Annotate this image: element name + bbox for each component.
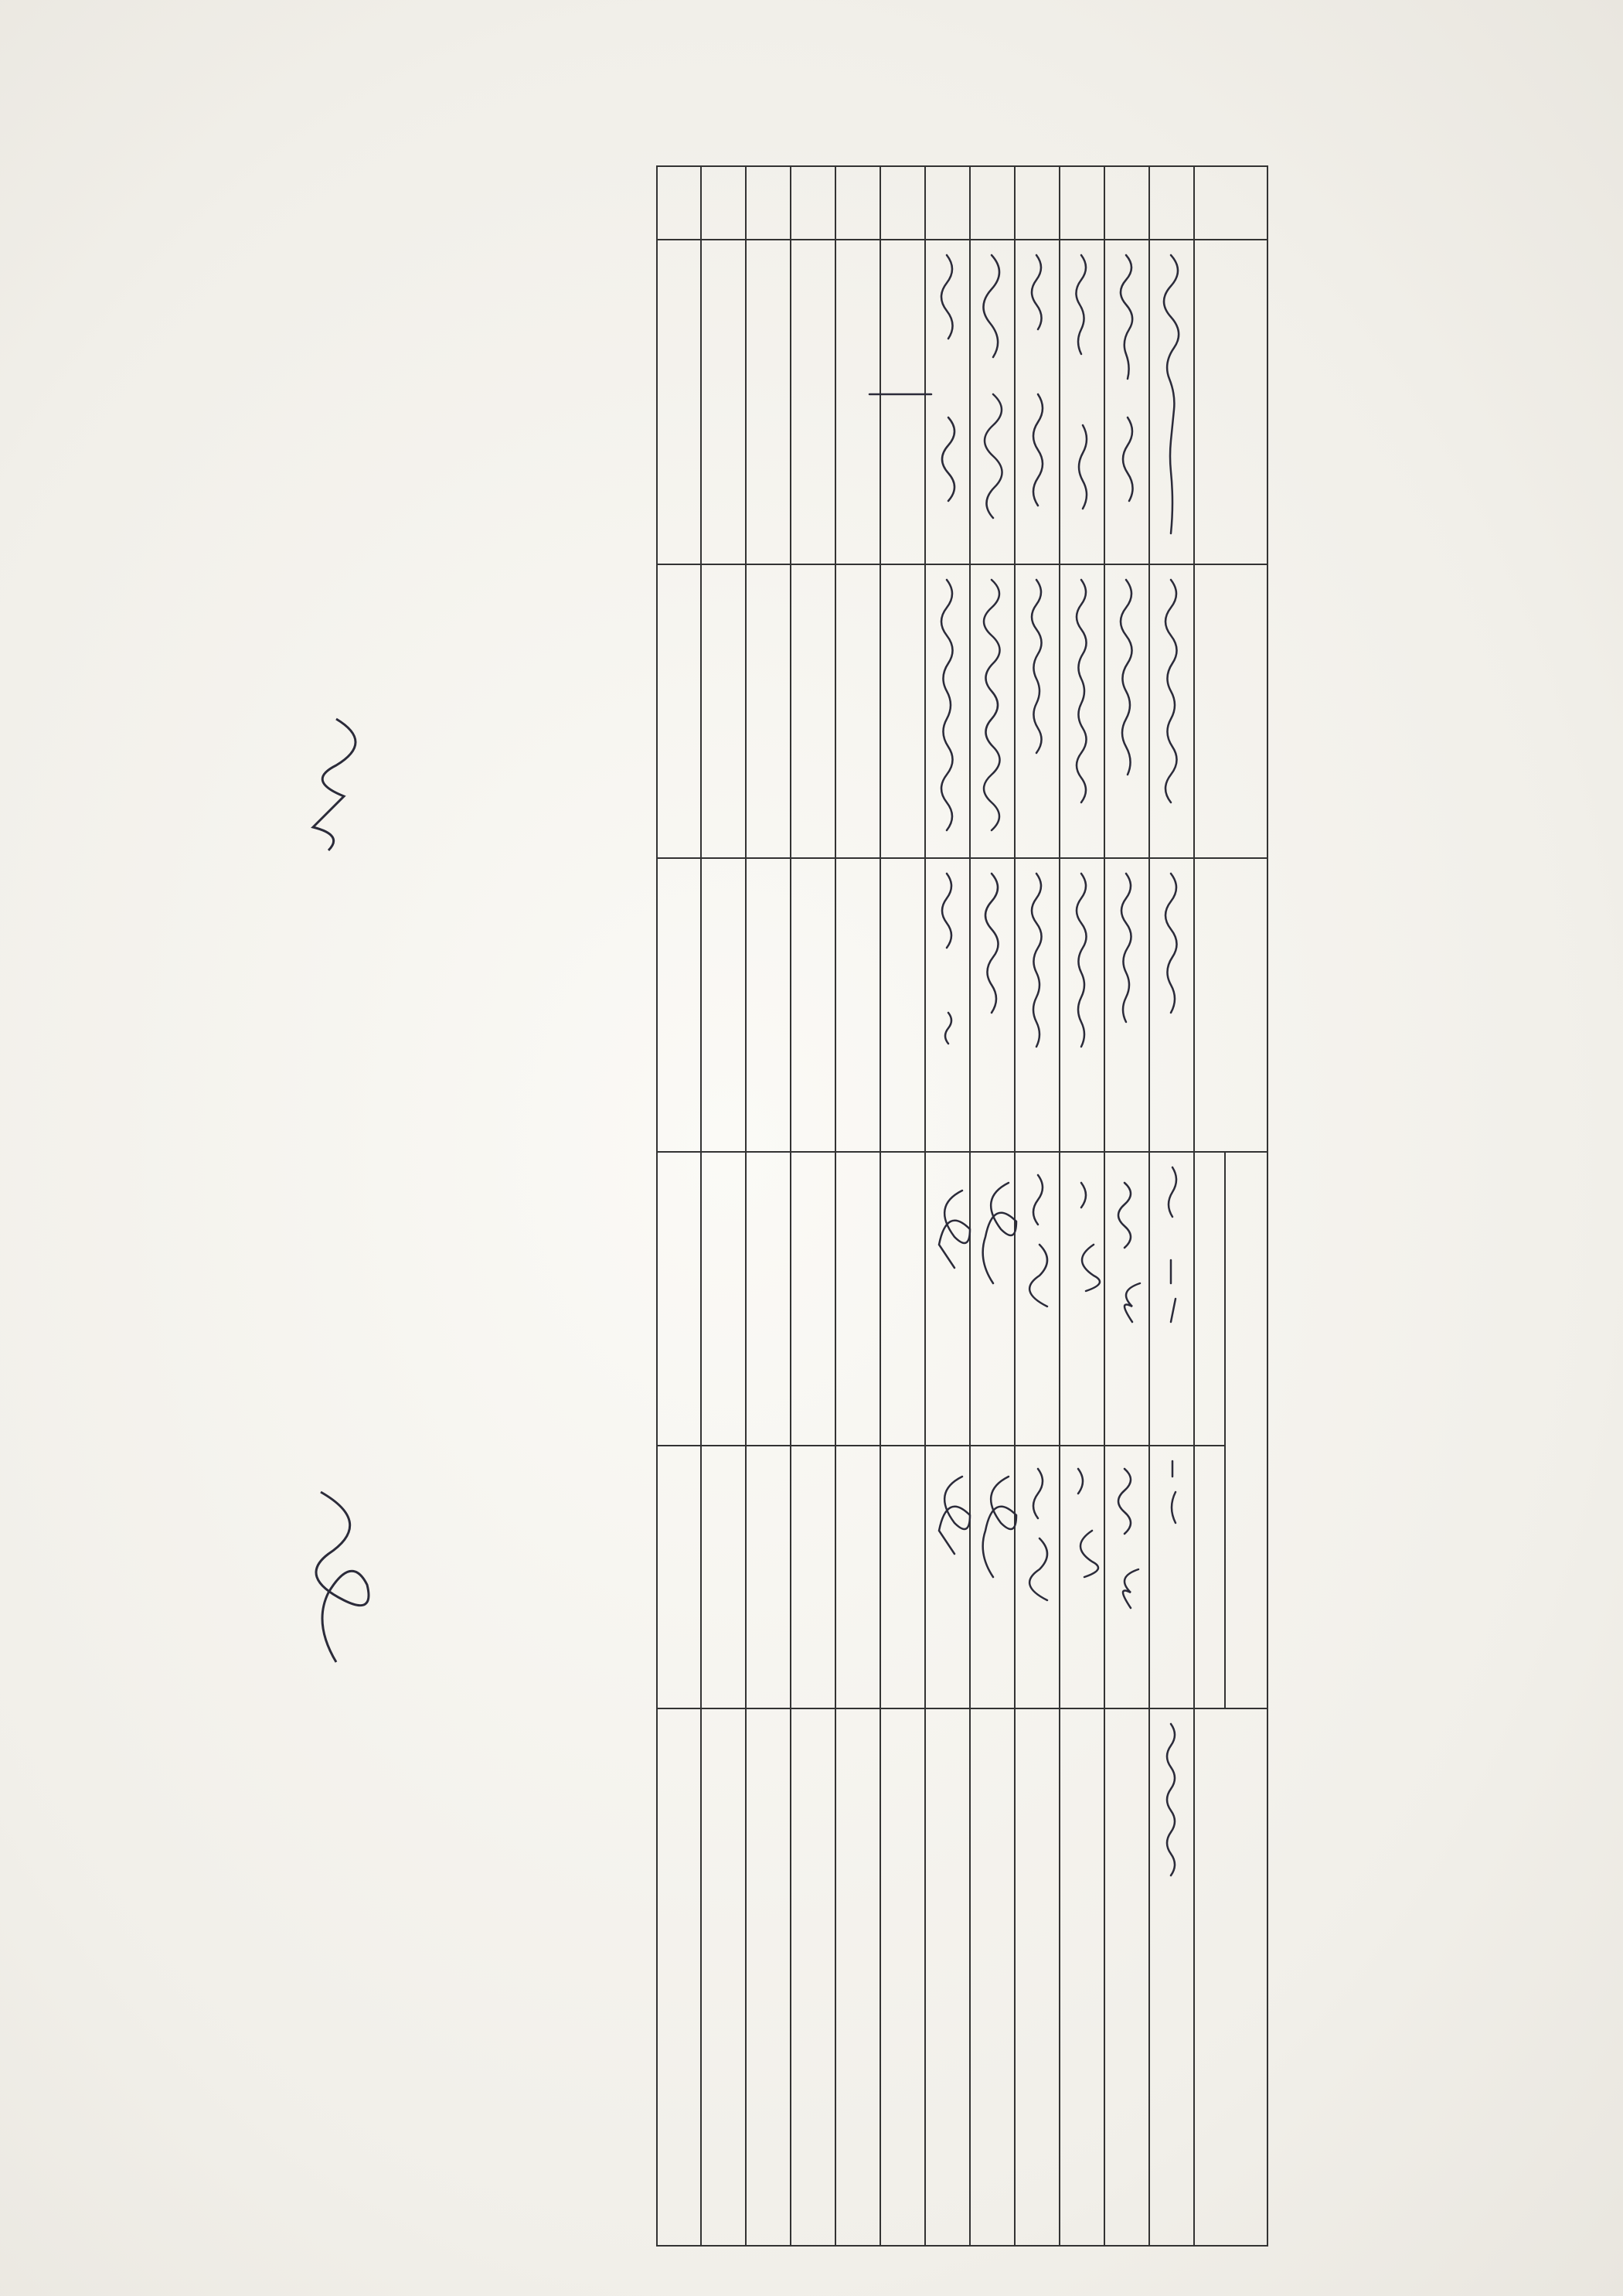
signature-chief: [290, 1477, 383, 1678]
rotated-document: [124, 162, 1438, 2250]
attendance-table: [220, 162, 1271, 2250]
signature-assistant: [290, 703, 383, 874]
table-grid: [653, 162, 1271, 2250]
